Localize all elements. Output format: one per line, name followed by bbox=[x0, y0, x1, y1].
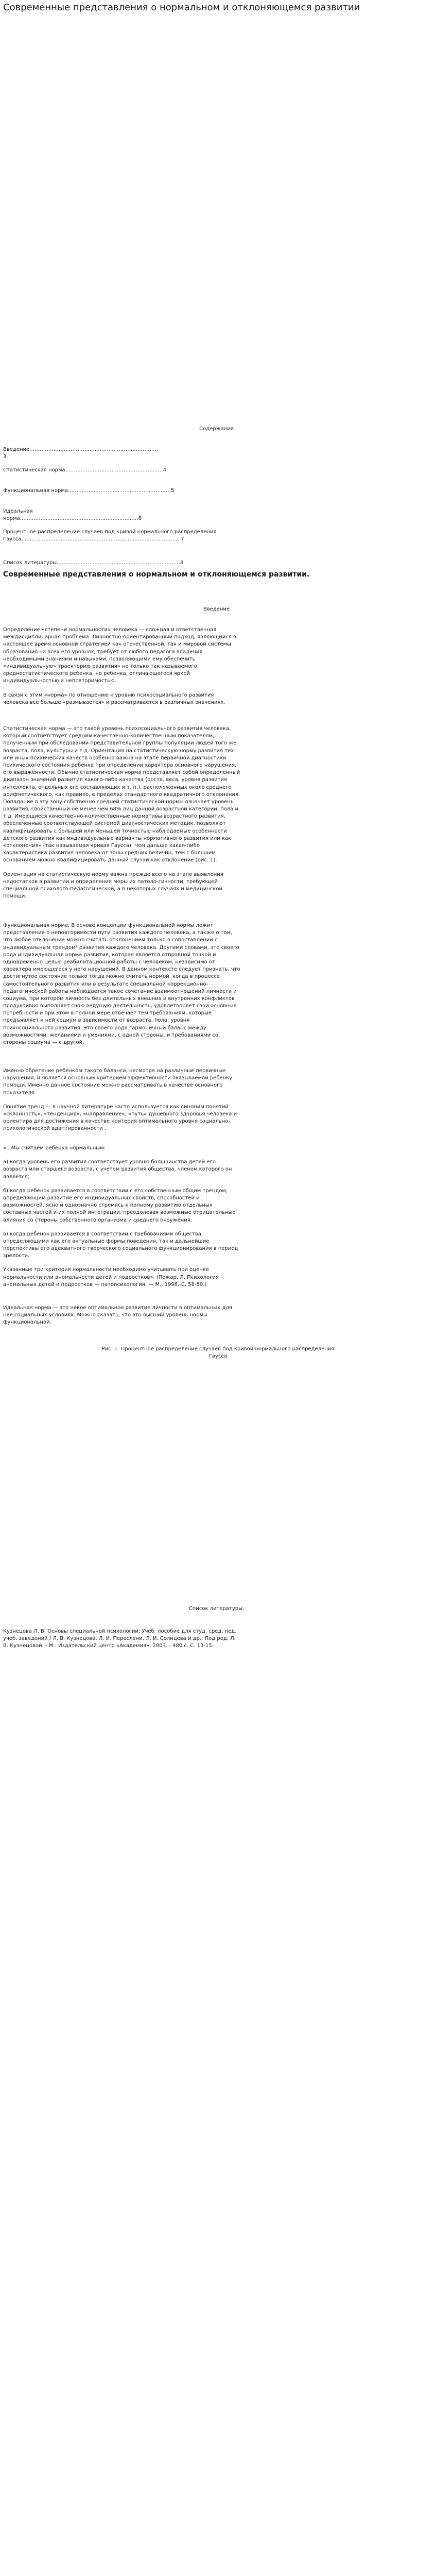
quote-section bbox=[3, 1145, 240, 1289]
functional-norm-section bbox=[3, 922, 240, 1046]
toc-item-functional[interactable]: Функциональная норма……………………………………………………5 bbox=[3, 488, 175, 494]
statistical-norm-paragraph: Статистическая норма — это такой уровень психосоциального развития человека, который соответствует средним качественно-количественным показателям, полученным при обследовании представительной группы популяции людей того же возраста, пола, культуры и т.д. Ориентация на статистическую норму развития тех или иных психических качеств особенно важна на этапе первичной диагностики психического состояния ребенка при определении характера основного нарушения, его выраженности. Обычно статистическая норма представляет собой определенный диапазон значений развития какого-либо качества (роста, веса, уровня развития интеллекта, отдельных его составляющих и т. п.), расположенных около среднего арифметического, как правило, в пределах стандартного квадратичного отклонения. Попадание в эту зону собственно средней статистической нормы означает уровень развития, свойственный не менее чем 68% лиц данной возрастной категории, пола и т.д. Имеющиеся качественно-количественные нормативы возрастного развития, обеспеченные соответствующей системой диагностических методик, позволяют квалифицировать с большей или меньшей точностью наблюдаемые особенности детского развития как индивидуальные варианты нормативного развития или как «отклонения» (так называемая кривая Гаусса). Чем дальше какая-либо характеристика развития человека от зоны средних величин, тем с большим основанием можно квалифицировать данный случай как отклонение (рис. 1). bbox=[3, 726, 240, 863]
quote-item-a: а) когда уровень его развития соответствует уровню большинства детей его возраста или старшего возраста, с учетом развития общества, членом которого он является; bbox=[3, 1159, 232, 1180]
toc-item-intro[interactable]: Введение…………………………………………………………………3 bbox=[3, 447, 159, 460]
references-list bbox=[3, 1628, 240, 1650]
statistical-norm-orientation: Ориентация на статистическую норму важна прежде всего на этапе выявления недостатков в развитии и определения меры их патоло-гичности, требующей специальной психолого-педагогической, а в некоторых случаях и медицинской помощи. bbox=[3, 871, 223, 900]
functional-norm-paragraph: Функциональная норма. В основе концепции функциональной нормы лежит представление о неповторимости пути развития каждого человека, а также о том, что любое отклонение можно считать отклонением только в сопоставлении с индивидуальным трендом¹ развития каждого человека. Другими словами, это своего рода индивидуальная норма развития, которая является отправной точкой и одновременно целью реабилитационной работы с человеком, независимо от характера имеющегося у него нарушений. В данном контексте следует признать, что достигнутое состояние только тогда можно считать нормой, когда в процессе самостоятельного развития или в результате специальной коррекционно-педагогической работы наблюдается такое сочетание взаимоотношений личности и социума, при котором личность без длительных внешних и внутренних конфликтов продуктивно выполняет свою ведущую деятельность, удовлетворяет свои основные потребности и при этом в полной мере отвечает тем требованиям, которые предъявляет к ней социум в зависимости от возраста, пола, уровня психосоциального развития. Это своего рода гармоничный баланс между возможностями, желаниями и умениями, с одной стороны, и требованиями со стороны социума — с другой. bbox=[3, 923, 240, 1045]
intro-paragraph bbox=[3, 626, 240, 706]
quote-item-c: в) когда ребенок развивается в соответствии с требованиями общества, определяющими как его актуальные формы поведения, так и дальнейшие перспективы его адекватного творческого социального функционирования в период зрелости. bbox=[3, 1231, 238, 1259]
article-title: Современные представления о нормальном и отклоняющемся развитии. bbox=[3, 570, 310, 579]
intro-paragraph-1: Определение «степени нормальности» человека — сложная и ответственная междисциплинарная проблема. Личностно-ориентированный подход, являющийся в настоящее время основной стратегией как отечественной, так и мировой системы образования на всех его уровнях, требует от любого педагога владения необходимыми знаниями и навыками, позволяющими ему обеспечить «индивидуальную» траекторию развития» не только так называемого среднестатистического ребенка, но ребенка, отличающегося яркой индивидуальностью и неповторимостью. bbox=[3, 627, 236, 684]
page-title: Современные представления о нормальном и отклоняющемся развитии bbox=[3, 2, 360, 13]
reference-item: Кузнецова Л. В. Основы специальной психологии: Учеб. пособие для студ. сред. пед. учеб. заведений / Л. В. Кузнецова, Л. И. Переслени, Л. И. Солнцева и др.; Под ред. Л. В. Кузнецовой. - М.: Издательский центр «Академия», 2003. - 480 с. С. 13-15. bbox=[3, 1629, 237, 1649]
balance-paragraph: Именно обретение ребенком такого баланса, несмотря на различные первичные нарушения, и является основным критерием эффективности оказываемой ребенку помощи. Именно данное состояние можно рассматривать в качестве основного показателя bbox=[3, 1068, 233, 1096]
intro-paragraph-2: В связи с этим «норма» по отношению к уровню психосоциального развития человека все больше «размывается» и рассматривается в различных значениях. bbox=[3, 692, 225, 705]
quote-item-b: б) когда ребенок развивается в соответствии с его собственным общим трендом, определяющим развитие его индивидуальных свойств, способностей и возможностей, ясно и однозначно стремясь к полному развитию отдельных составных частей и их полной интеграции, преодолевая возможные отрицательные влияния со стороны собственного организма и среднего окружения; bbox=[3, 1188, 236, 1223]
quote-intro: «...Мы считаем ребенка нормальным: bbox=[3, 1145, 106, 1151]
figure-caption: Рис. 1. Процентное распределение случаев под кривой нормального распределения Гаусса bbox=[101, 1346, 335, 1360]
toc-heading: Содержание bbox=[199, 426, 234, 432]
ideal-norm-paragraph: Идеальная норма — это некое оптимальное развитие личности в оптимальных для нее социальных условиях. Можно сказать, что это высший уровень нормы функциональной. bbox=[3, 1305, 232, 1326]
toc-item-references[interactable]: Список литературы………………………………………………………………8 bbox=[3, 560, 184, 566]
references-heading: Список литературы. bbox=[188, 1606, 245, 1612]
toc-item-gauss[interactable]: Процентное распределение случаев под кривой нормального распределения Гаусса…………………………………………………………………………………7 bbox=[3, 529, 217, 543]
intro-heading: Введение bbox=[203, 606, 230, 612]
toc-item-ideal[interactable]: Идеальная норма……………………………………………………………6 bbox=[3, 509, 142, 522]
statistical-norm-section bbox=[3, 725, 240, 900]
trend-paragraph: Понятие тренд — в научной литературе часто используется как синоним понятий «склонность», «тенденция», «направление», «путь» душевного здоровья человека и ориентира для достижения в качестве критерия оптимального уровня социально-психологической адаптированности . bbox=[3, 1104, 237, 1132]
toc-item-statistical[interactable]: Статистическая норма…………………………………………………4 bbox=[3, 467, 167, 473]
balance-section bbox=[3, 1067, 240, 1133]
quote-source: Указанные три критерия нормальности необходимо учитывать при оценке нормальности или аномальности детей и подростков». (Пожар. Л. Психология аномальных детей и подростков — патопсихология. — М., 1996.-С. 58-59.) bbox=[3, 1267, 219, 1287]
